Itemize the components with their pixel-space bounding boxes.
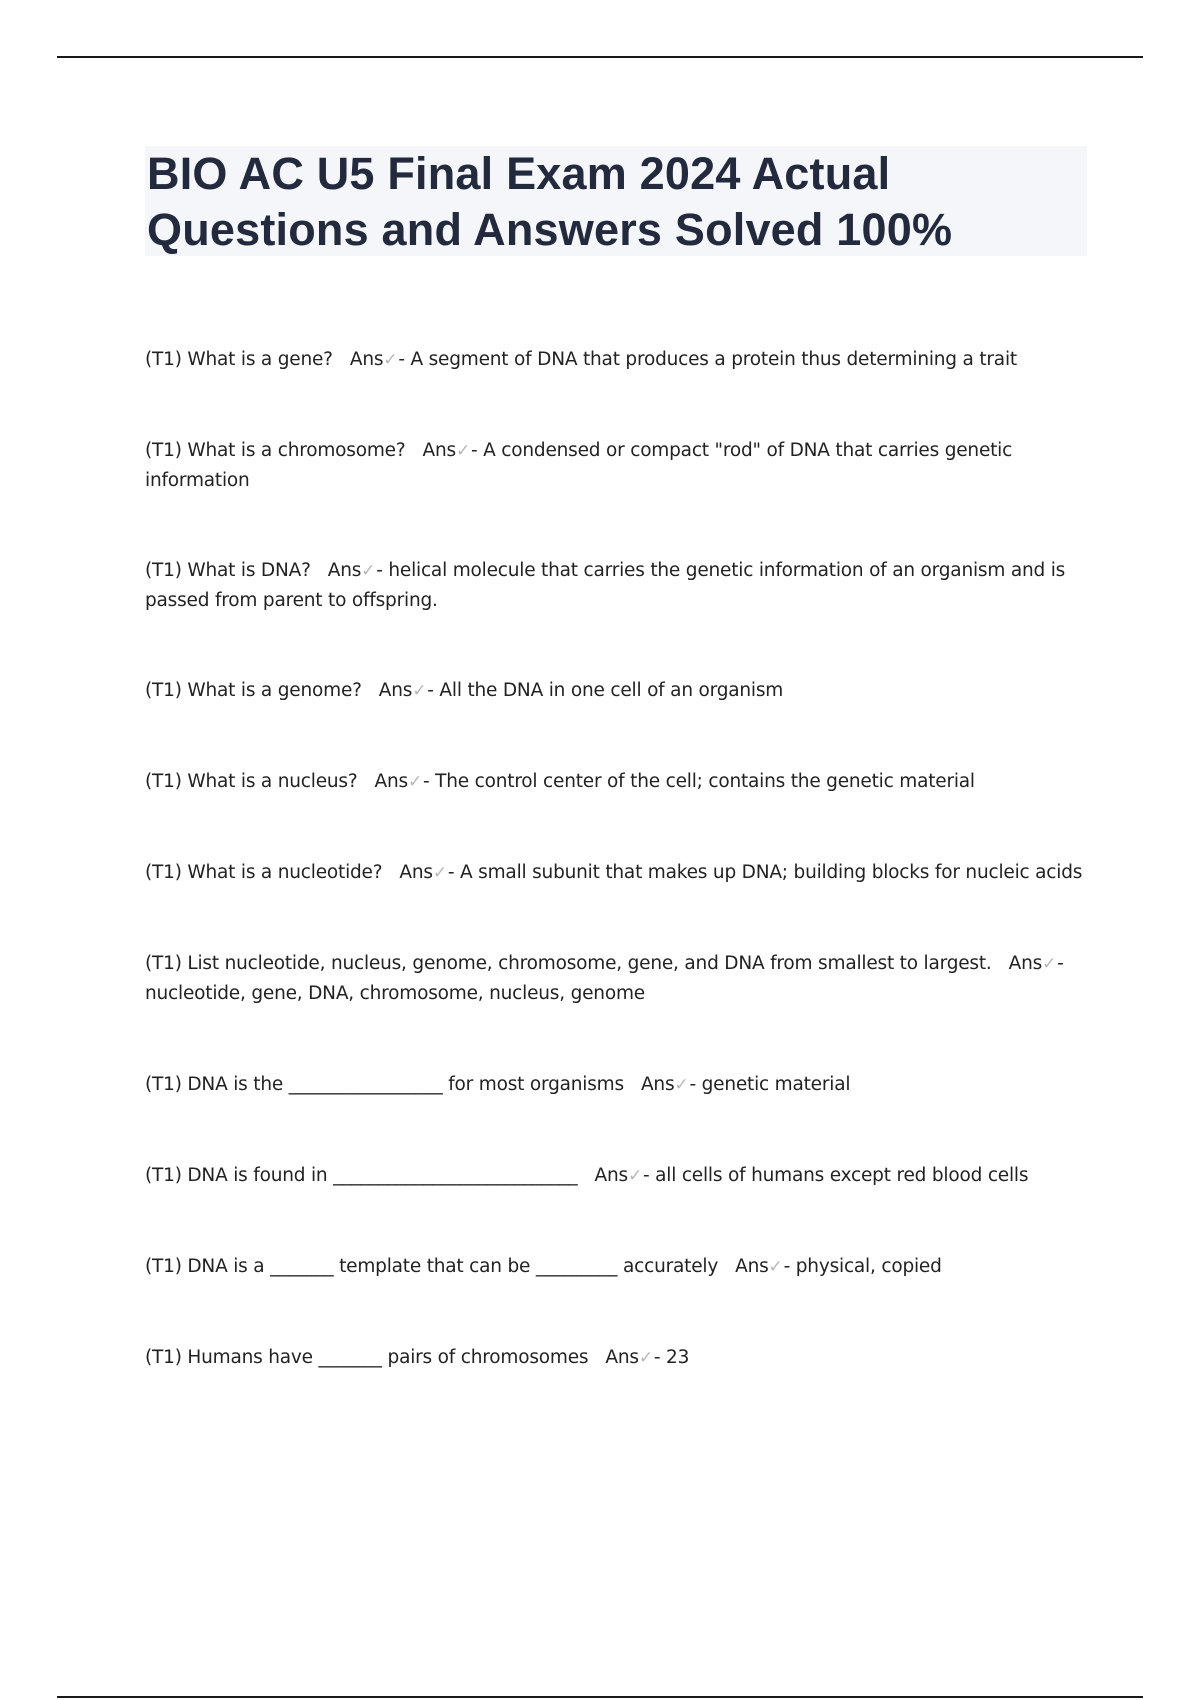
question-text: (T1) What is a gene?	[145, 349, 333, 370]
answer-text: - all cells of humans except red blood cells	[642, 1165, 1029, 1186]
question-text: (T1) DNA is a _______ template that can be _________ accurately	[145, 1256, 719, 1277]
qa-item	[145, 1252, 1085, 1282]
answer-text: - A condensed or compact "rod" of DNA that carries genetic information	[145, 440, 1018, 491]
check-icon: ✓	[432, 863, 447, 883]
qa-item	[145, 949, 1085, 1009]
answer-label: Ans	[640, 1074, 675, 1095]
answer-label: Ans	[594, 1165, 628, 1186]
question-text: (T1) DNA is the _________________ for most organisms	[145, 1074, 624, 1095]
answer-label: Ans	[378, 680, 413, 701]
qa-item	[145, 436, 1085, 496]
answer-text: - helical molecule that carries the genetic information of an organism and is passed from parent to offspring.	[145, 560, 1071, 611]
answer-label: Ans	[327, 560, 362, 581]
title-block	[145, 146, 1087, 256]
answer-text: - A small subunit that makes up DNA; building blocks for nucleic acids	[447, 862, 1083, 883]
qa-item	[145, 1161, 1085, 1191]
check-icon: ✓	[768, 1257, 783, 1277]
answer-text: - genetic material	[689, 1074, 851, 1095]
question-text: (T1) What is a nucleus?	[145, 771, 358, 792]
answer-label: Ans	[735, 1256, 769, 1277]
answer-label: Ans	[399, 862, 433, 883]
qa-item	[145, 556, 1085, 616]
question-text: (T1) What is a genome?	[145, 680, 362, 701]
answer-label: Ans	[374, 771, 408, 792]
check-icon: ✓	[455, 441, 471, 461]
answer-label: Ans	[422, 440, 456, 461]
check-icon: ✓	[412, 681, 427, 701]
answer-label: Ans	[1008, 953, 1043, 974]
qa-item	[145, 858, 1085, 888]
qa-item	[145, 676, 1085, 706]
qa-item	[145, 767, 1085, 797]
check-icon: ✓	[638, 1348, 653, 1368]
question-text: (T1) What is a chromosome?	[145, 440, 406, 461]
qa-item	[145, 345, 1085, 375]
answer-text: - nucleotide, gene, DNA, chromosome, nucleus, genome	[145, 953, 1070, 1004]
question-text: (T1) List nucleotide, nucleus, genome, chromosome, gene, and DNA from smallest to largest.	[145, 953, 992, 974]
answer-label: Ans	[605, 1347, 639, 1368]
question-text: (T1) DNA is found in ___________________________	[145, 1165, 578, 1186]
answer-text: - physical, copied	[783, 1256, 942, 1277]
check-icon: ✓	[674, 1075, 689, 1095]
answer-text: - All the DNA in one cell of an organism	[427, 680, 784, 701]
page-title: BIO AC U5 Final Exam 2024 Actual Questions and Answers Solved 100%	[147, 148, 953, 255]
answer-text: - The control center of the cell; contains the genetic material	[423, 771, 975, 792]
question-text: (T1) What is DNA?	[145, 560, 311, 581]
check-icon: ✓	[361, 561, 376, 581]
check-icon: ✓	[627, 1166, 642, 1186]
answer-text: - A segment of DNA that produces a protein thus determining a trait	[398, 349, 1017, 370]
check-icon: ✓	[1042, 954, 1057, 974]
top-divider	[57, 56, 1143, 58]
qa-item	[145, 1343, 1085, 1373]
answer-text: - 23	[653, 1347, 690, 1368]
answer-label: Ans	[349, 349, 384, 370]
check-icon: ✓	[407, 772, 422, 792]
check-icon: ✓	[383, 350, 398, 370]
question-text: (T1) What is a nucleotide?	[145, 862, 383, 883]
question-text: (T1) Humans have _______ pairs of chromosomes	[145, 1347, 589, 1368]
qa-item	[145, 1070, 1085, 1100]
bottom-divider	[57, 1696, 1143, 1698]
